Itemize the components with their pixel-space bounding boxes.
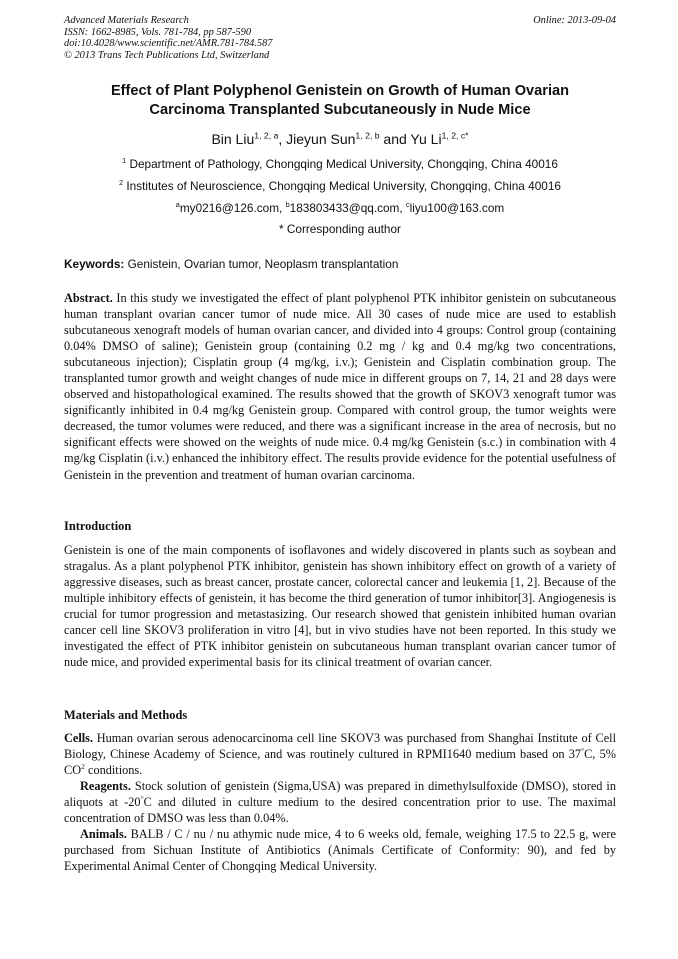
journal-name: Advanced Materials Research — [64, 15, 189, 26]
author-name: Jieyun Sun — [286, 131, 356, 147]
author-affiliation-mark: 1, 2, c* — [441, 130, 469, 141]
author-affiliation-mark: 1, 2, a — [254, 130, 279, 141]
keywords — [64, 257, 616, 271]
author-separator: and — [379, 131, 411, 147]
email-list — [64, 201, 616, 215]
affiliation-1 — [64, 157, 616, 171]
cells-text-2: C, 5% CO — [64, 747, 616, 778]
reagents-label: Reagents. — [80, 779, 131, 794]
email-address: 183803433@qq.com — [289, 201, 400, 215]
abstract-label: Abstract. — [64, 291, 113, 305]
email-mark: a — [175, 200, 180, 210]
email-separator: , — [279, 201, 286, 215]
introduction-text: Genistein is one of the main components of isoflavones and widely discovered in plants such as soybean and stragalus. As a plant polyphenol PTK inhibitor, genistein has shown inhibitory effect on growth of a variety of aggressive diseases, such as breast cancer, prostate cancer, colorectal cancer and leukemia [1, 2]. Because of the multiple inhibitory effects of genistein, it has become the third generation of tumor inhibitor[3]. Angiogenesis is crucial for tumor progression and metastasizing. Our research showed that genistein inhibited human ovarian cancer cell line SKOV3 proliferation in vitro [4], but in vivo studies have not been reported. In this study we investigated the effect of PTK inhibitor genistein on subcutaneous human transplant ovarian cancer tumor of nude mice, and provided experimental basis for its clinical treatment of ovarian cancer. — [64, 543, 616, 670]
introduction-heading: Introduction — [64, 519, 132, 533]
methods-body — [64, 730, 616, 874]
reagents-text-2: C and diluted in culture medium to the desired concentration prior to use. The maximal concentration of DMSO was less than 0.04%. — [64, 795, 617, 826]
author-list — [64, 130, 616, 148]
cells-text: Human ovarian serous adenocarcinoma cell line SKOV3 was purchased from Shanghai Institute of Cell Biology, Chinese Academy of Science, and was routinely cultured in RPMI1640 medium based on 37 — [64, 731, 616, 762]
corresponding-author-note: * Corresponding author — [279, 222, 401, 236]
online-date: Online: 2013-09-04 — [533, 15, 616, 26]
paper-title — [64, 82, 616, 120]
reagents-paragraph — [64, 778, 616, 826]
degree-symbol: ° — [140, 794, 144, 804]
affiliation-number: 2 — [119, 178, 124, 188]
author-separator: , — [278, 131, 287, 147]
doi-line: doi:10.4028/www.scientific.net/AMR.781-784.587 — [64, 38, 273, 49]
abstract-text: In this study we investigated the effect of plant polyphenol PTK inhibitor genistein on subcutaneous human transplant ovarian cancer tumor of nude mice. All 30 cases of nude mice are used to establish subcutaneous xenograft models of human ovarian cancer, and divided into 4 groups: Control group (containing 0.04% DMSO of saline); Genistein group (containing 0.2 mg / kg and 0.4 mg/kg two concentrations, subcutaneous injection); Cisplatin group (4 mg/kg, i.v.); Genistein and Cisplatin combination group. The transplanted tumor growth and weight changes of nude mice in different groups on 7, 14, 21 and 28 days were observed and histopathological examined. The results showed that the growth of SKOV3 xenograft tumor was significantly inhibited in 0.4 mg/kg Genistein group. Compared with control group, the tumor weights were decreased, the tumor volumes were reduced, and there was a significant increase in the area of necrosis, but no significant effects were showed on the weights of nude mice. 0.4 mg/kg Genistein (s.c.) in combination with 4 mg/kg Cisplatin (i.v.) enhanced the inhibitory effect. The results provide evidence for the potential usefulness of Genistein in the prevention and treatment of human ovarian carcinoma. — [64, 291, 616, 482]
methods-heading: Materials and Methods — [64, 708, 188, 722]
title-line-1: Effect of Plant Polyphenol Genistein on Growth of Human Ovarian — [110, 83, 570, 99]
co2-subscript: 2 — [81, 762, 85, 771]
email-address: liyu100@163.com — [409, 201, 505, 215]
reagents-text: Stock solution of genistein (Sigma,USA) was prepared in dimethylsulfoxide (DMSO), stored in aliquots at -20 — [64, 779, 616, 810]
cells-text-3: conditions. — [84, 763, 143, 778]
cells-label: Cells. — [64, 731, 94, 745]
journal-header — [64, 15, 616, 61]
animals-paragraph — [64, 826, 616, 874]
animals-text: BALB / C / nu / nu athymic nude mice, 4 to 6 weeks old, female, weighing 17.5 to 22.5 g, were purchased from Sichuan Institute of Antibiotics (Animals Certificate of Conformity: 90), and fed by Experimental Animal Center of Chongqing Medical University. — [64, 827, 616, 874]
email-address: my0216@126.com — [179, 201, 280, 215]
email-separator: , — [399, 201, 406, 215]
affiliation-text: Department of Pathology, Chongqing Medical University, Chongqing, China 40016 — [129, 157, 558, 171]
copyright-line: © 2013 Trans Tech Publications Ltd, Switzerland — [64, 49, 270, 61]
email-mark: b — [285, 200, 290, 210]
author-name: Yu Li — [410, 131, 442, 147]
affiliation-number: 1 — [122, 156, 127, 166]
keywords-text: Genistein, Ovarian tumor, Neoplasm transplantation — [127, 257, 399, 271]
affiliation-text: Institutes of Neuroscience, Chongqing Medical University, Chongqing, China 40016 — [126, 179, 561, 193]
title-line-2: Carcinoma Transplanted Subcutaneously in Nude Mice — [149, 102, 531, 118]
animals-label: Animals. — [80, 827, 127, 842]
keywords-label: Keywords: — [64, 257, 125, 271]
email-mark: c — [405, 200, 410, 210]
author-affiliation-mark: 1, 2, b — [355, 130, 380, 141]
affiliation-2 — [64, 179, 616, 193]
issn-line: ISSN: 1662-8985, Vols. 781-784, pp 587-590 — [64, 26, 252, 38]
cells-paragraph — [64, 730, 616, 778]
abstract — [64, 290, 616, 483]
degree-symbol: ° — [581, 745, 585, 755]
author-name: Bin Liu — [211, 131, 255, 147]
introduction-body — [64, 542, 616, 670]
